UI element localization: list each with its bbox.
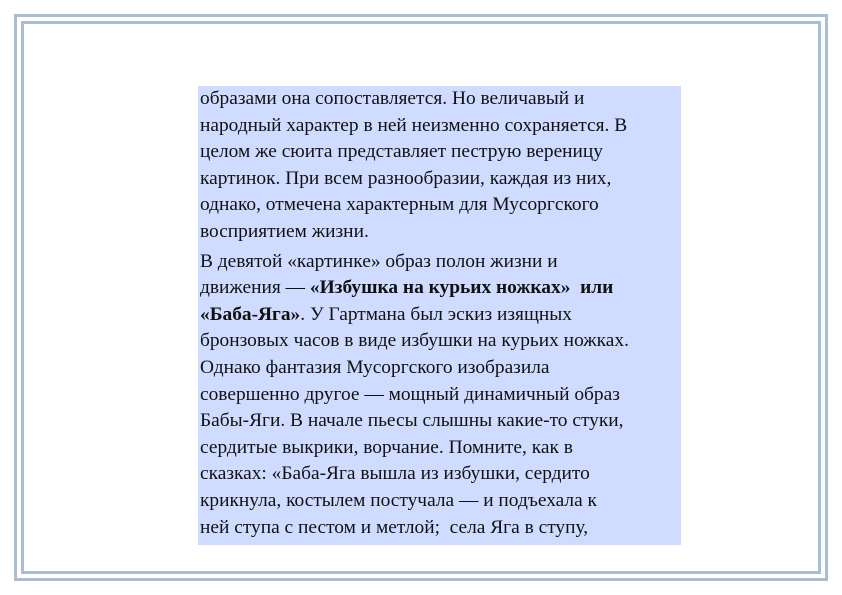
text-line <box>200 275 679 302</box>
text-fragment: . У Гартмана был эскиз изящных <box>300 303 572 325</box>
paragraph-2 <box>200 249 679 542</box>
paragraph-1 <box>200 86 679 246</box>
piece-title: «Баба-Яга» <box>200 303 301 325</box>
text-line: народный характер в ней неизменно сохраняется. В <box>200 114 628 136</box>
text-line: восприятием жизни. <box>200 220 369 242</box>
text-line: сказках: «Баба-Яга вышла из избушки, сердито <box>200 463 590 485</box>
text-line: однако, отмечена характерным для Мусоргского <box>200 194 599 216</box>
text-fragment: движения — <box>200 277 310 299</box>
text-line: сердитые выкрики, ворчание. Помните, как в <box>200 436 573 458</box>
text-line: бронзовых часов в виде избушки на курьих ножках. <box>200 330 629 352</box>
text-line: картинок. При всем разнообразии, каждая из них, <box>200 167 612 189</box>
text-line: В девятой «картинке» образ полон жизни и <box>200 250 558 272</box>
text-line: ней ступа с пестом и метлой; села Яга в ступу, <box>200 516 589 538</box>
piece-title: «Избушка на курьих ножках» или <box>309 277 614 299</box>
text-line: образами она сопоставляется. Но величавый и <box>200 88 585 109</box>
text-line: Бабы-Яги. В начале пьесы слышны какие-то стуки, <box>200 410 624 432</box>
text-line: целом же сюита представляет пеструю вереницу <box>200 141 603 163</box>
text-line: совершенно другое — мощный динамичный образ <box>200 383 620 405</box>
text-box <box>198 86 681 545</box>
text-line: крикнула, костылем постучала — и подъехала к <box>200 489 597 511</box>
text-line <box>200 302 679 329</box>
text-line: Однако фантазия Мусоргского изобразила <box>200 356 550 378</box>
